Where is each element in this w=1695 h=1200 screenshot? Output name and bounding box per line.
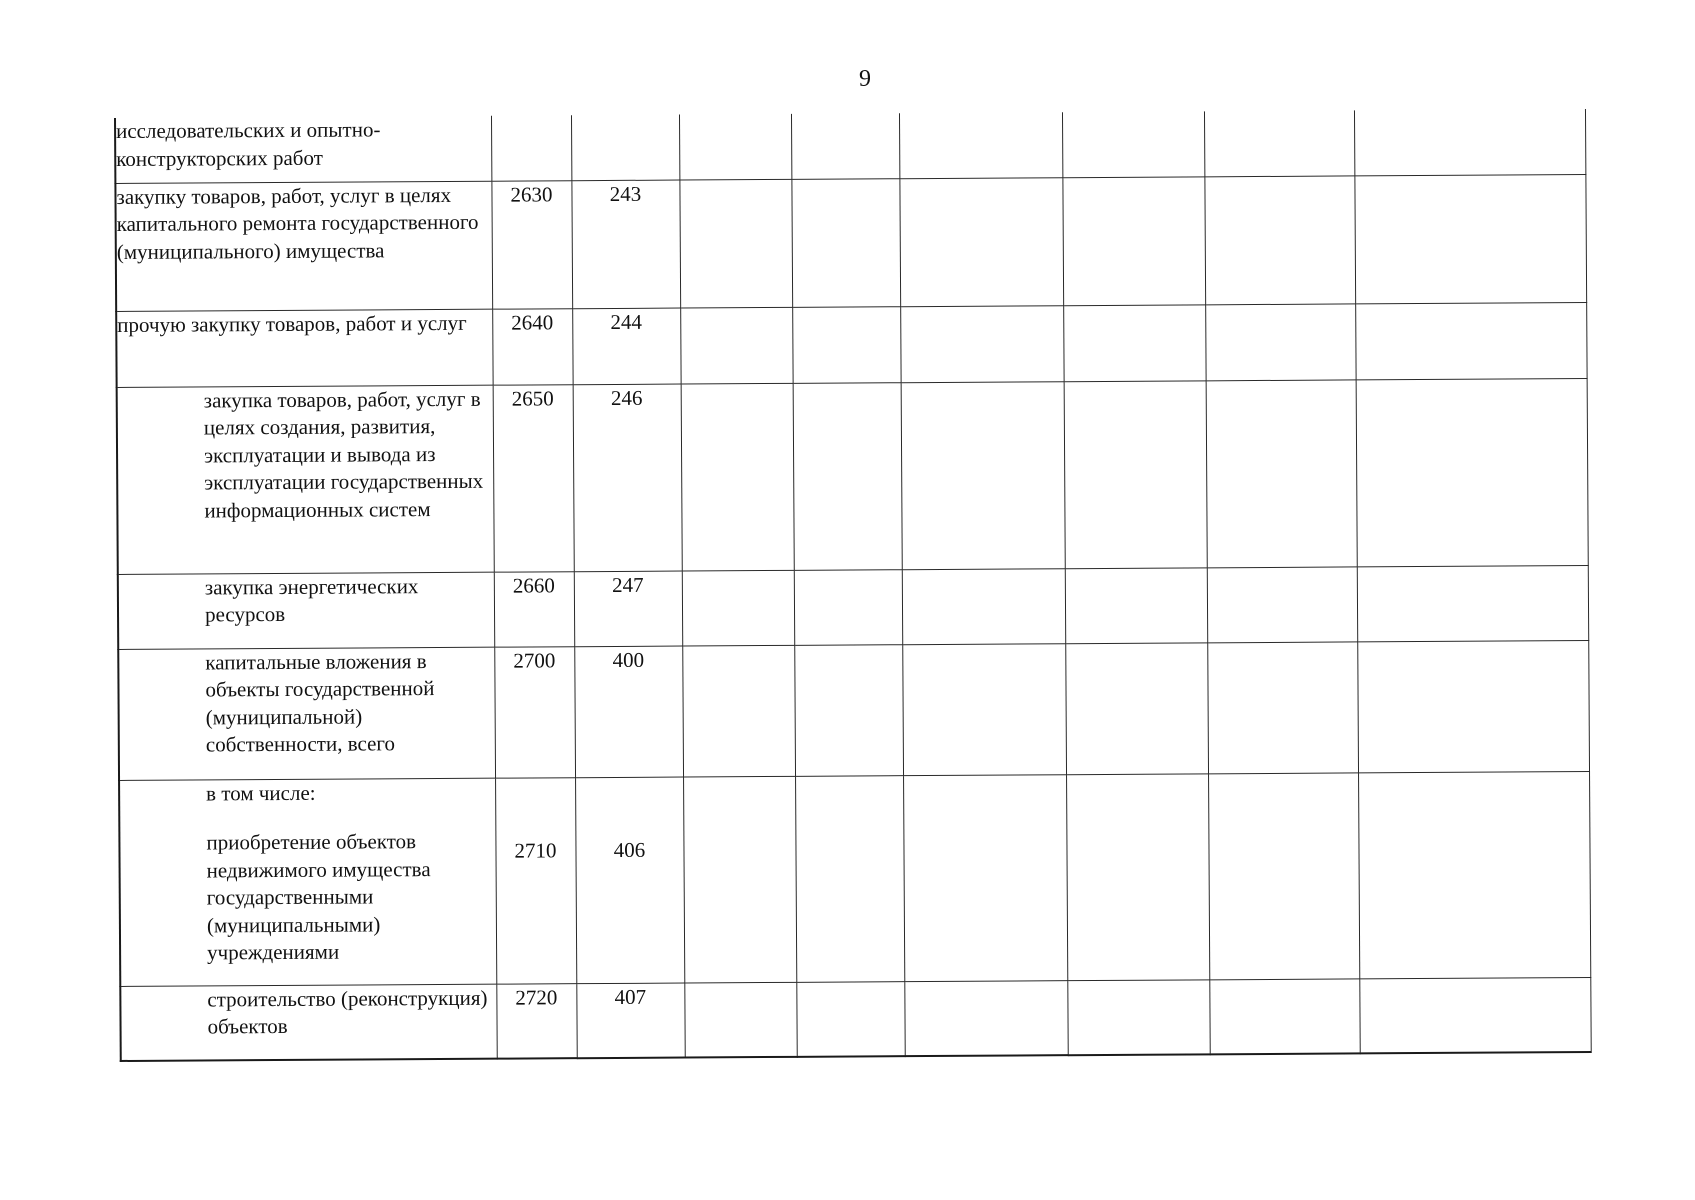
value-cell (794, 644, 903, 776)
value-cell (795, 775, 904, 982)
table-row (120, 977, 1590, 1061)
row-kbk: 246 (610, 385, 643, 410)
value-cell (1063, 304, 1205, 381)
value-cell (1359, 977, 1590, 1053)
row-code-cell (494, 571, 574, 646)
row-name: строительство (реконструкция) объектов (207, 985, 488, 1039)
row-code-cell (494, 646, 575, 777)
value-cell (1204, 110, 1354, 176)
value-cell (681, 383, 794, 571)
row-code: 2720 (515, 984, 558, 1010)
value-cell (1207, 641, 1358, 773)
value-cell (683, 776, 796, 983)
table-row (118, 640, 1589, 780)
value-cell (1062, 176, 1205, 305)
value-cell (679, 179, 792, 308)
row-kbk: 406 (613, 837, 646, 862)
row-kbk-cell (571, 115, 679, 181)
row-name-cell (117, 385, 494, 574)
value-cell (899, 177, 1063, 306)
row-code: 2630 (510, 181, 553, 207)
value-cell (899, 112, 1062, 178)
row-code-cell (496, 983, 576, 1058)
row-kbk-cell (574, 571, 682, 647)
value-cell (684, 982, 796, 1058)
row-name-cell (116, 309, 492, 387)
row-kbk-cell (575, 777, 684, 984)
value-cell (901, 381, 1065, 569)
row-kbk-cell (572, 308, 680, 385)
value-cell (791, 113, 899, 179)
value-cell (900, 305, 1063, 382)
value-cell (1354, 174, 1586, 303)
value-cell (1358, 771, 1590, 978)
value-cell (1206, 379, 1357, 567)
expense-table (114, 109, 1591, 1062)
row-name-cell (120, 984, 496, 1061)
row-code: 2650 (511, 385, 554, 411)
table-row (117, 378, 1588, 574)
row-code: 2660 (512, 572, 555, 598)
value-cell (904, 980, 1067, 1056)
row-kbk-cell (573, 384, 682, 572)
value-cell (1209, 978, 1359, 1054)
row-name: исследовательских и опытно-конструкторских работ (116, 117, 381, 171)
value-cell (680, 307, 792, 384)
table-row (116, 302, 1586, 387)
row-subnote: в том числе: (206, 780, 316, 805)
page-number: 9 (859, 66, 871, 92)
row-kbk: 400 (612, 647, 645, 672)
row-name: прочую закупку товаров, работ и услуг (117, 310, 467, 337)
table-row (115, 109, 1585, 183)
row-name-cell (119, 778, 496, 986)
value-cell (679, 114, 791, 180)
row-kbk-cell (576, 983, 684, 1059)
value-cell (1204, 175, 1355, 304)
row-code-cell (493, 384, 574, 571)
row-code-cell (491, 115, 571, 180)
value-cell (1357, 565, 1588, 641)
value-cell (1207, 566, 1357, 642)
value-cell (1208, 772, 1359, 979)
table-row (118, 565, 1588, 649)
value-cell (1357, 640, 1589, 772)
value-cell (1354, 109, 1585, 175)
row-code: 2710 (514, 837, 557, 863)
value-cell (903, 774, 1067, 981)
value-cell (1356, 378, 1588, 566)
value-cell (1066, 773, 1209, 980)
row-name-cell (115, 181, 492, 311)
row-name-cell (118, 647, 495, 780)
value-cell (793, 382, 902, 570)
row-name-cell (115, 116, 491, 183)
value-cell (1065, 567, 1207, 643)
row-name: капитальные вложения в объекты государственной (муниципальной) собственности, всего (205, 648, 435, 757)
table-row (115, 174, 1586, 311)
value-cell (792, 306, 900, 383)
row-code-cell (495, 777, 576, 983)
value-cell (1062, 111, 1204, 177)
value-cell (1065, 642, 1208, 774)
value-cell (682, 570, 794, 646)
form-sheet (114, 109, 1590, 1062)
row-code: 2700 (513, 647, 556, 673)
value-cell (796, 981, 904, 1057)
row-kbk-cell (574, 646, 683, 778)
value-cell (902, 568, 1065, 644)
row-kbk: 243 (609, 181, 642, 206)
row-kbk-cell (571, 180, 680, 309)
value-cell (794, 569, 902, 645)
value-cell (1067, 979, 1209, 1055)
value-cell (1064, 380, 1207, 568)
value-cell (1205, 303, 1355, 380)
value-cell (682, 645, 795, 777)
value-cell (791, 178, 900, 307)
row-code-cell (492, 308, 572, 384)
row-name-cell (118, 572, 494, 649)
row-kbk: 244 (610, 309, 643, 334)
value-cell (902, 643, 1066, 775)
value-cell (1355, 302, 1586, 379)
row-kbk: 407 (614, 984, 647, 1009)
row-name: закупка товаров, работ, услуг в целях создания, развития, эксплуатации и вывода из эксплуатации государственных информационных систем (203, 386, 484, 522)
row-name: закупка энергетических ресурсов (204, 573, 419, 627)
table-row (119, 771, 1590, 986)
row-code: 2640 (511, 309, 554, 335)
row-kbk: 247 (612, 572, 644, 597)
row-code-cell (491, 180, 572, 308)
row-name: закупку товаров, работ, услуг в целях капитального ремонта государственного (муниципального) имущества (116, 182, 479, 264)
row-name: приобретение объектов недвижимого имущества государственными (муниципальными) учреждениями (206, 829, 431, 965)
